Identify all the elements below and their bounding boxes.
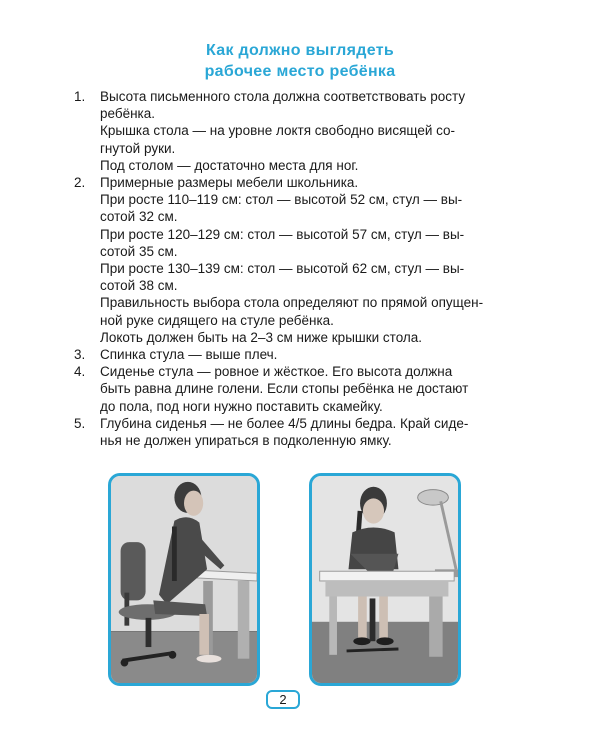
list-item-number: 5. (74, 415, 86, 431)
list-item-number: 2. (74, 175, 86, 191)
requirements-list (74, 88, 522, 449)
list-item-4 (74, 363, 522, 415)
list-item-line: сотой 38 см. (100, 278, 178, 294)
list-item-line: гнутой руки. (100, 140, 176, 156)
page-number: 2 (266, 690, 300, 709)
list-item-number: 3. (74, 347, 86, 363)
page-title-line-1: Как должно выглядеть (205, 42, 394, 59)
photo-front-view (309, 473, 461, 686)
list-item-line: Локоть должен быть на 2–3 см ниже крышки стола. (100, 329, 423, 345)
list-item-line: ребёнка. (100, 106, 156, 122)
list-item-line: Под столом — достаточно места для ног. (100, 157, 359, 173)
list-item-line: ной руке сидящего на стуле ребёнка. (100, 312, 334, 328)
page-title (0, 40, 600, 82)
photo-side-view (108, 473, 260, 686)
list-item-line: При росте 110–119 см: стол — высотой 52 см, стул — вы- (100, 192, 463, 208)
page-title-line-2: рабочее место ребёнка (204, 63, 396, 80)
list-item-line: быть равна длине голени. Если стопы ребёнка не достают (100, 381, 469, 397)
list-item-line: до пола, под ноги нужно поставить скамейку. (100, 398, 383, 414)
list-item-line: нья не должен упираться в подколенную ямку. (100, 433, 392, 449)
list-item-2 (74, 174, 522, 346)
photo-front-view-illustration (312, 476, 458, 683)
list-item-1 (74, 88, 522, 174)
list-item-line: Высота письменного стола должна соответствовать росту (100, 89, 466, 104)
list-item-line: Спинка стула — выше плеч. (100, 347, 278, 363)
list-item-3 (74, 346, 522, 363)
list-item-5 (74, 415, 522, 449)
list-item-line: сотой 32 см. (100, 209, 178, 225)
list-item-number: 4. (74, 364, 86, 380)
photo-side-view-illustration (111, 476, 257, 683)
list-item-line: При росте 120–129 см: стол — высотой 57 см, стул — вы- (100, 226, 465, 242)
list-item-line: Примерные размеры мебели школьника. (100, 175, 359, 191)
list-item-line: Крышка стола — на уровне локтя свободно висящей со- (100, 123, 456, 139)
list-item-line: сотой 35 см. (100, 243, 178, 259)
list-item-line: При росте 130–139 см: стол — высотой 62 см, стул — вы- (100, 261, 465, 277)
list-item-line: Правильность выбора стола определяют по прямой опущен- (100, 295, 484, 311)
list-item-line: Глубина сиденья — не более 4/5 длины бедра. Край сиде- (100, 415, 469, 431)
list-item-line: Сиденье стула — ровное и жёсткое. Его высота должна (100, 364, 453, 380)
list-item-number: 1. (74, 89, 86, 104)
